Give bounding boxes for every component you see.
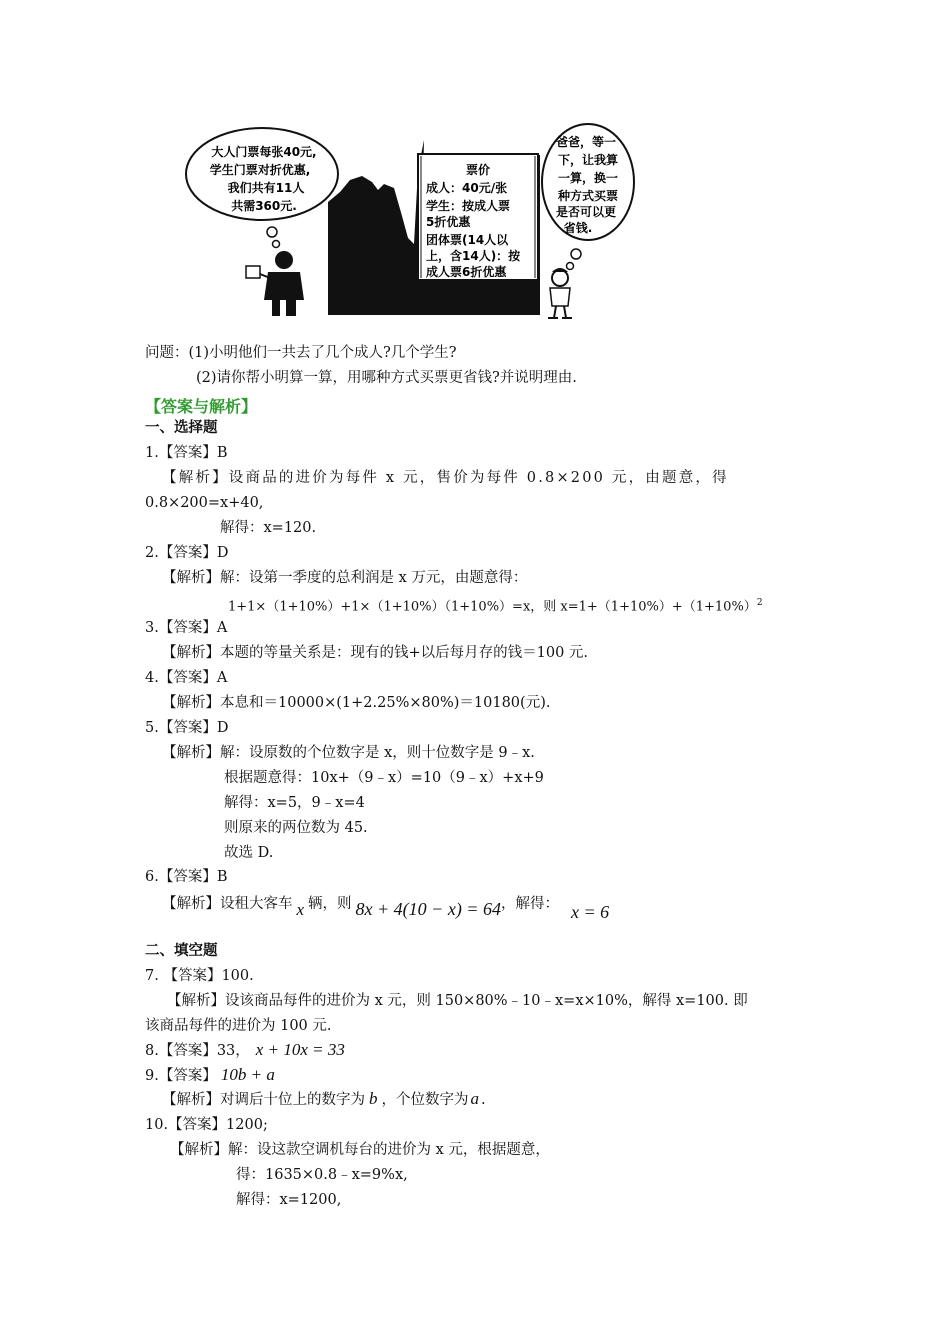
explanation-10-line3: 解得：x=1200, xyxy=(236,1192,342,1208)
answer-6: 6.【答案】B xyxy=(145,869,228,885)
answer-1: 1.【答案】B xyxy=(145,445,228,461)
explanation-1-line1: 【解析】设商品的进价为每件 x 元，售价为每件 0.8×200 元，由题意，得 xyxy=(162,470,729,486)
answer-8-text: 8.【答案】33， xyxy=(145,1043,250,1059)
part2-title: 二、填空题 xyxy=(145,942,218,959)
answer-3: 3.【答案】A xyxy=(145,620,228,636)
part1-title: 一、选择题 xyxy=(145,419,218,436)
left-bubble-line: 共需360元. xyxy=(231,199,297,213)
answer-9-text: 9.【答案】 xyxy=(145,1068,217,1084)
explanation-7-line1: 【解析】设该商品每件的进价为 x 元，则 150×80%﹣10﹣x=x×10%，解得 x=100. 即 xyxy=(167,993,748,1009)
answer-10: 10.【答案】1200; xyxy=(145,1117,268,1133)
answer-9 xyxy=(145,1066,275,1085)
answer-2: 2.【答案】D xyxy=(145,545,229,561)
sign-line: 上，含14人)：按 xyxy=(426,249,521,263)
right-bubble-line: 下，让我算 xyxy=(557,153,619,167)
explanation-9-text-a: 【解析】对调后十位上的数字为 xyxy=(162,1092,365,1108)
sign-line: 票价 xyxy=(465,163,491,177)
sign-line: 团体票(14人以 xyxy=(426,233,509,247)
right-bubble-line: 是否可以更 xyxy=(555,205,617,219)
explanation-2-equation: 1+1×（1+10%）+1×（1+10%）（1+10%）=x，则 x=1+（1+10%）+（1+10%） xyxy=(228,599,757,615)
explanation-4: 【解析】本息和＝10000×(1+2.25%×80%)＝10180(元). xyxy=(162,695,551,711)
answer-5: 5.【答案】D xyxy=(145,720,229,736)
equation-8: x + 10x = 33 xyxy=(255,1040,345,1059)
explanation-9 xyxy=(162,1090,486,1109)
explanation-1-line3: 解得：x=120. xyxy=(220,520,317,536)
sign-line: 5折优惠 xyxy=(426,215,471,229)
explanation-7-line2: 该商品每件的进价为 100 元. xyxy=(145,1018,332,1034)
sign-line: 学生：按成人票 xyxy=(426,199,511,213)
solution-6: x = 6 xyxy=(570,902,610,922)
explanation-10-line2: 得：1635×0.8﹣x=9%x, xyxy=(236,1167,408,1183)
left-bubble-line: 我们共有11人 xyxy=(227,181,305,195)
ticket-illustration xyxy=(180,120,640,330)
question-1: 问题：(1)小明他们一共去了几个成人?几个学生? xyxy=(145,345,457,361)
right-bubble-line: 一算，换一 xyxy=(557,171,619,185)
explanation-5-line1: 【解析】解：设原数的个位数字是 x，则十位数字是 9﹣x. xyxy=(162,745,535,761)
explanation-5-line4: 则原来的两位数为 45. xyxy=(224,820,368,836)
father-figure xyxy=(246,251,304,316)
explanation-5-line5: 故选 D. xyxy=(224,845,274,861)
explanation-5-line2: 根据题意得：10x+（9﹣x）=10（9﹣x）+x+9 xyxy=(224,770,544,786)
answer-4: 4.【答案】A xyxy=(145,670,228,686)
equation-6: 8x + 4(10 − x) = 64 xyxy=(355,899,501,919)
variable-x: x xyxy=(296,900,305,919)
explanation-5-line3: 解得：x=5，9﹣x=4 xyxy=(224,795,365,811)
right-bubble-line: 省钱. xyxy=(563,221,593,235)
left-bubble-line: 学生门票对折优惠, xyxy=(209,163,311,177)
explanation-6-text-a: 【解析】设租大客车 xyxy=(162,896,293,912)
answer-7: 7. 【答案】100. xyxy=(145,968,254,984)
explanation-10-line1: 【解析】解：设这款空调机每台的进价为 x 元，根据题意， xyxy=(170,1142,550,1158)
variable-b: b xyxy=(369,1089,378,1108)
explanation-1-line2: 0.8×200=x+40, xyxy=(145,495,264,511)
sign-line: 成人：40元/张 xyxy=(426,181,508,195)
mountain-silhouette xyxy=(328,140,424,315)
answer-8 xyxy=(145,1041,345,1060)
question-2: (2)请你帮小明算一算，用哪种方式买票更省钱?并说明理由. xyxy=(196,370,577,386)
explanation-3: 【解析】本题的等量关系是：现有的钱+以后每月存的钱＝100 元. xyxy=(162,645,589,661)
right-bubble-line: 爸爸，等一 xyxy=(555,135,617,149)
right-bubble-line: 种方式买票 xyxy=(557,189,619,203)
sign-line: 成人票6折优惠 xyxy=(426,265,507,279)
equation-9: 10b + a xyxy=(220,1065,275,1084)
exponent: 2 xyxy=(756,598,763,608)
explanation-6-text-c: ，解得： xyxy=(500,896,559,912)
child-figure xyxy=(548,268,572,318)
explanation-6 xyxy=(162,893,610,922)
explanation-2-line2 xyxy=(228,594,763,616)
explanation-6-text-b: 辆，则 xyxy=(308,896,352,912)
section-title: 【答案与解析】 xyxy=(145,397,258,416)
variable-a: a xyxy=(470,1089,479,1108)
explanation-9-text-c: . xyxy=(481,1092,486,1108)
explanation-2-line1: 【解析】解：设第一季度的总利润是 x 万元，由题意得： xyxy=(162,570,528,586)
explanation-9-text-b: ，个位数字为 xyxy=(381,1092,469,1108)
left-bubble-line: 大人门票每张40元, xyxy=(211,145,317,159)
